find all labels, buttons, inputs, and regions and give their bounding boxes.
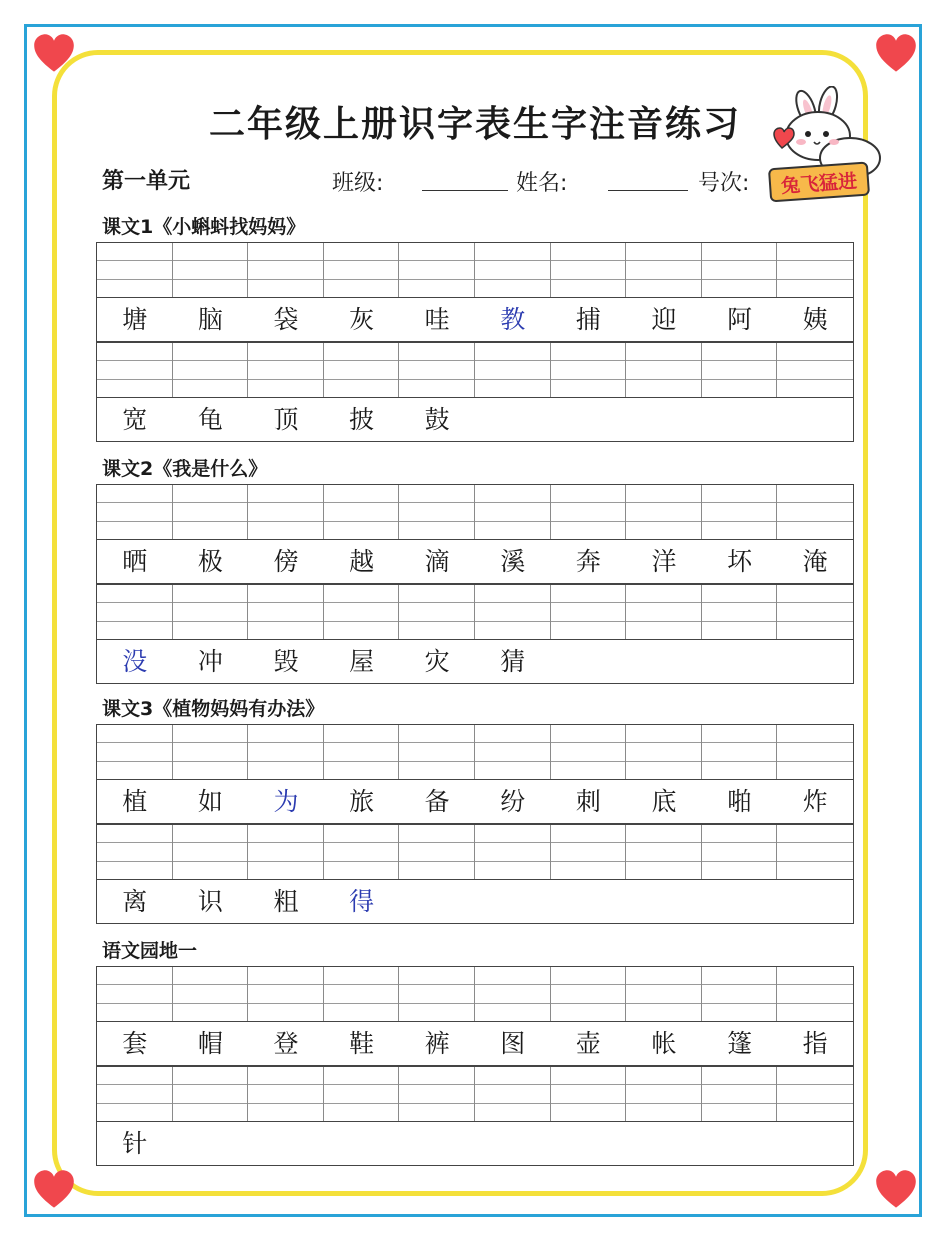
- pinyin-cell[interactable]: [475, 485, 551, 539]
- pinyin-cell[interactable]: [702, 585, 778, 639]
- pinyin-cell[interactable]: [97, 967, 173, 1021]
- character-row: [96, 1022, 854, 1066]
- pinyin-cell[interactable]: [399, 243, 475, 297]
- pinyin-cell[interactable]: [399, 825, 475, 879]
- pinyin-cell[interactable]: [626, 967, 702, 1021]
- pinyin-cell[interactable]: [475, 343, 551, 397]
- character-cell: [777, 880, 853, 924]
- lesson-title: 课文1《小蝌蚪找妈妈》: [102, 216, 306, 238]
- pinyin-cell[interactable]: [324, 485, 400, 539]
- character-cell: 坏: [727, 547, 753, 576]
- pinyin-cell[interactable]: [777, 1067, 853, 1121]
- pinyin-cell[interactable]: [777, 725, 853, 779]
- character-cell: [475, 398, 551, 442]
- character-cell: 帽: [197, 1029, 223, 1058]
- pinyin-cell[interactable]: [475, 243, 551, 297]
- character-cell: 壶: [575, 1029, 601, 1058]
- character-cell: [626, 640, 702, 684]
- heart-icon: [874, 1168, 918, 1212]
- pinyin-cell[interactable]: [475, 725, 551, 779]
- character-row: [96, 398, 854, 442]
- pinyin-cell[interactable]: [399, 725, 475, 779]
- character-cell: 极: [197, 547, 223, 576]
- pinyin-cell[interactable]: [702, 243, 778, 297]
- number-label: 号次:: [698, 171, 750, 196]
- character-cell: 没: [122, 647, 148, 676]
- character-row: [96, 1122, 854, 1166]
- pinyin-cell[interactable]: [399, 485, 475, 539]
- pinyin-cell[interactable]: [626, 825, 702, 879]
- pinyin-cell[interactable]: [173, 585, 249, 639]
- pinyin-cell[interactable]: [97, 825, 173, 879]
- character-cell: 溪: [500, 547, 526, 576]
- character-cell: 姨: [802, 305, 828, 334]
- class-label: 班级:: [332, 171, 384, 196]
- character-cell: [475, 880, 551, 924]
- character-cell: [551, 398, 627, 442]
- character-cell: 旅: [349, 787, 375, 816]
- character-row: [96, 880, 854, 924]
- character-cell: 篷: [727, 1029, 753, 1058]
- pinyin-grid-row: [96, 724, 854, 780]
- pinyin-grid-row: [96, 342, 854, 398]
- character-cell: 离: [122, 887, 148, 916]
- character-cell: 备: [424, 787, 450, 816]
- character-cell: 阿: [727, 305, 753, 334]
- character-cell: 套: [122, 1029, 148, 1058]
- character-cell: [777, 640, 853, 684]
- character-cell: 傍: [273, 547, 299, 576]
- pinyin-cell[interactable]: [626, 343, 702, 397]
- pinyin-cell[interactable]: [173, 243, 249, 297]
- unit-label: 第一单元: [102, 169, 191, 194]
- pinyin-cell[interactable]: [551, 585, 627, 639]
- pinyin-cell[interactable]: [551, 243, 627, 297]
- character-cell: [777, 1122, 853, 1166]
- pinyin-cell[interactable]: [324, 967, 400, 1021]
- character-cell: 猜: [500, 647, 526, 676]
- pinyin-cell[interactable]: [777, 485, 853, 539]
- pinyin-cell[interactable]: [97, 1067, 173, 1121]
- character-cell: 纷: [500, 787, 526, 816]
- character-cell: 指: [802, 1029, 828, 1058]
- pinyin-cell[interactable]: [777, 343, 853, 397]
- pinyin-cell[interactable]: [248, 1067, 324, 1121]
- pinyin-cell[interactable]: [551, 967, 627, 1021]
- character-cell: 鼓: [424, 405, 450, 434]
- character-cell: [702, 880, 778, 924]
- bunny-mascot-icon: [768, 86, 888, 206]
- character-cell: 龟: [197, 405, 223, 434]
- pinyin-cell[interactable]: [399, 343, 475, 397]
- pinyin-cell[interactable]: [551, 343, 627, 397]
- pinyin-cell[interactable]: [551, 1067, 627, 1121]
- lesson-block: [96, 242, 854, 442]
- character-cell: 刺: [575, 787, 601, 816]
- character-cell: 炸: [802, 787, 828, 816]
- pinyin-cell[interactable]: [626, 585, 702, 639]
- pinyin-cell[interactable]: [97, 725, 173, 779]
- character-cell: 冲: [197, 647, 223, 676]
- class-blank[interactable]: [422, 190, 508, 191]
- character-cell: [551, 1122, 627, 1166]
- pinyin-cell[interactable]: [248, 725, 324, 779]
- character-cell: 啪: [727, 787, 753, 816]
- pinyin-cell[interactable]: [324, 725, 400, 779]
- pinyin-cell[interactable]: [777, 243, 853, 297]
- character-cell: [702, 1122, 778, 1166]
- pinyin-cell[interactable]: [475, 585, 551, 639]
- pinyin-cell[interactable]: [248, 585, 324, 639]
- character-cell: [248, 1122, 324, 1166]
- character-cell: 帐: [651, 1029, 677, 1058]
- name-label: 姓名:: [516, 171, 568, 196]
- pinyin-cell[interactable]: [626, 243, 702, 297]
- character-cell: 教: [500, 305, 526, 334]
- pinyin-cell[interactable]: [248, 967, 324, 1021]
- pinyin-cell[interactable]: [702, 825, 778, 879]
- character-cell: 奔: [575, 547, 601, 576]
- character-cell: 脑: [197, 305, 223, 334]
- pinyin-cell[interactable]: [777, 585, 853, 639]
- pinyin-cell[interactable]: [702, 1067, 778, 1121]
- pinyin-cell[interactable]: [97, 585, 173, 639]
- pinyin-cell[interactable]: [777, 825, 853, 879]
- pinyin-grid-row: [96, 242, 854, 298]
- pinyin-cell[interactable]: [248, 343, 324, 397]
- character-cell: 淹: [802, 547, 828, 576]
- lesson-block: [96, 966, 854, 1166]
- character-cell: 图: [500, 1029, 526, 1058]
- lesson-block: [96, 484, 854, 684]
- character-cell: [475, 1122, 551, 1166]
- character-cell: 捕: [575, 305, 601, 334]
- name-blank[interactable]: [608, 190, 688, 191]
- pinyin-cell[interactable]: [475, 967, 551, 1021]
- pinyin-cell[interactable]: [173, 967, 249, 1021]
- character-cell: 鞋: [349, 1029, 375, 1058]
- pinyin-cell[interactable]: [97, 485, 173, 539]
- pinyin-cell[interactable]: [324, 1067, 400, 1121]
- character-cell: 哇: [424, 305, 450, 334]
- character-cell: 底: [651, 787, 677, 816]
- lesson-title: 课文2《我是什么》: [102, 458, 268, 480]
- character-cell: 晒: [122, 547, 148, 576]
- character-cell: 披: [349, 405, 375, 434]
- pinyin-cell[interactable]: [702, 967, 778, 1021]
- pinyin-cell[interactable]: [399, 585, 475, 639]
- pinyin-cell[interactable]: [475, 1067, 551, 1121]
- mascot-badge: 兔飞猛进: [780, 170, 858, 198]
- character-cell: 塘: [122, 305, 148, 334]
- character-cell: [324, 1122, 400, 1166]
- pinyin-grid-row: [96, 584, 854, 640]
- character-cell: [551, 640, 627, 684]
- pinyin-cell[interactable]: [626, 725, 702, 779]
- character-cell: [626, 1122, 702, 1166]
- pinyin-cell[interactable]: [475, 825, 551, 879]
- character-cell: 得: [349, 887, 375, 916]
- character-cell: 屋: [349, 647, 375, 676]
- pinyin-cell[interactable]: [702, 725, 778, 779]
- pinyin-cell[interactable]: [97, 343, 173, 397]
- character-cell: 迎: [651, 305, 677, 334]
- character-cell: 针: [122, 1129, 148, 1158]
- character-cell: 识: [197, 887, 223, 916]
- character-cell: 滴: [424, 547, 450, 576]
- pinyin-cell[interactable]: [248, 825, 324, 879]
- pinyin-cell[interactable]: [97, 243, 173, 297]
- character-cell: [626, 398, 702, 442]
- character-cell: [399, 1122, 475, 1166]
- character-cell: 植: [122, 787, 148, 816]
- page-title: 二年级上册识字表生字注音练习: [208, 104, 741, 145]
- pinyin-cell[interactable]: [173, 725, 249, 779]
- character-cell: 越: [349, 547, 375, 576]
- character-cell: [702, 640, 778, 684]
- pinyin-cell[interactable]: [399, 967, 475, 1021]
- pinyin-cell[interactable]: [626, 485, 702, 539]
- pinyin-cell[interactable]: [702, 343, 778, 397]
- heart-icon: [32, 32, 76, 76]
- pinyin-cell[interactable]: [324, 585, 400, 639]
- pinyin-cell[interactable]: [248, 485, 324, 539]
- pinyin-cell[interactable]: [551, 485, 627, 539]
- character-cell: 毁: [273, 647, 299, 676]
- character-cell: 如: [197, 787, 223, 816]
- character-cell: [173, 1122, 249, 1166]
- pinyin-cell[interactable]: [173, 485, 249, 539]
- pinyin-cell[interactable]: [626, 1067, 702, 1121]
- character-cell: 顶: [273, 405, 299, 434]
- character-cell: [551, 880, 627, 924]
- pinyin-cell[interactable]: [551, 725, 627, 779]
- pinyin-grid-row: [96, 1066, 854, 1122]
- character-cell: 洋: [651, 547, 677, 576]
- character-cell: 宽: [122, 405, 148, 434]
- pinyin-cell[interactable]: [777, 967, 853, 1021]
- student-info-row: [102, 160, 802, 200]
- character-row: [96, 540, 854, 584]
- pinyin-grid-row: [96, 966, 854, 1022]
- lesson-block: [96, 724, 854, 924]
- character-cell: 裤: [424, 1029, 450, 1058]
- character-cell: 为: [273, 787, 299, 816]
- character-cell: [626, 880, 702, 924]
- pinyin-grid-row: [96, 824, 854, 880]
- pinyin-cell[interactable]: [173, 1067, 249, 1121]
- pinyin-cell[interactable]: [248, 243, 324, 297]
- character-cell: [399, 880, 475, 924]
- character-row: [96, 640, 854, 684]
- character-cell: 灰: [349, 305, 375, 334]
- character-cell: [702, 398, 778, 442]
- character-cell: 灾: [424, 647, 450, 676]
- pinyin-cell[interactable]: [324, 825, 400, 879]
- heart-icon: [874, 32, 918, 76]
- heart-icon: [32, 1168, 76, 1212]
- pinyin-cell[interactable]: [324, 243, 400, 297]
- character-row: [96, 298, 854, 342]
- lesson-title: 语文园地一: [102, 940, 198, 962]
- character-row: [96, 780, 854, 824]
- lesson-title: 课文3《植物妈妈有办法》: [102, 698, 325, 720]
- pinyin-grid-row: [96, 484, 854, 540]
- character-cell: 袋: [273, 305, 299, 334]
- pinyin-cell[interactable]: [702, 485, 778, 539]
- pinyin-cell[interactable]: [551, 825, 627, 879]
- pinyin-cell[interactable]: [399, 1067, 475, 1121]
- pinyin-cell[interactable]: [173, 825, 249, 879]
- pinyin-cell[interactable]: [173, 343, 249, 397]
- character-cell: [777, 398, 853, 442]
- character-cell: 粗: [273, 887, 299, 916]
- character-cell: 登: [273, 1029, 299, 1058]
- pinyin-cell[interactable]: [324, 343, 400, 397]
